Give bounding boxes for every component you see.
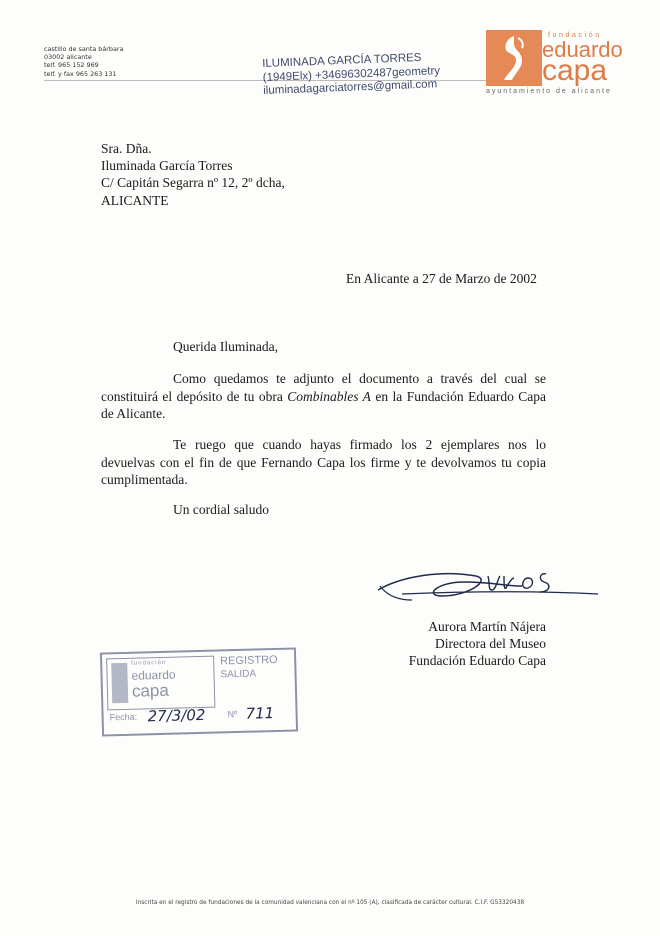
stamp-logo-text: eduardo (131, 667, 176, 683)
stamp-number-label: Nº (227, 709, 238, 720)
legal-footer: Inscrita en el registro de fundaciones de la comunidad valenciana con el nº 105 (A), clasificada de carácter cultural. C.I.F. G53320438 (135, 900, 525, 906)
stamp-number-value: 711 (245, 704, 275, 723)
recipient-line: Sra. Dña. (101, 141, 152, 156)
recipient-address (101, 140, 285, 209)
recipient-line: Iluminada García Torres (101, 158, 233, 174)
signer-org: Fundación Eduardo Capa (408, 653, 546, 668)
sender-line: castillo de santa bárbara (44, 45, 124, 53)
artwork-title: Combinables A (287, 388, 371, 404)
stamp-logo-mark (111, 663, 128, 703)
body-paragraph-2: Te ruego que cuando hayas firmado los 2 ejemplares nos lo devuelvas con el fin de que Fernando Capa los firme y te devolvamos tu copia cumplimentada. (101, 437, 546, 487)
contact-stamp-line: (1949Elx) +34696302487geometry (262, 64, 441, 84)
logo-name-line2: capa (542, 54, 608, 87)
stamp-logo-box (106, 656, 215, 711)
stamp-logo-text: fundación (131, 659, 167, 667)
sender-address (44, 45, 123, 78)
sender-line: 03002 alicante (44, 53, 92, 62)
p1-text-start: Como quedamos te adjunto el documento a través del cual se constituirá el depósito de tu obra (101, 371, 546, 404)
signer-title: Directora del Museo (435, 636, 546, 651)
registry-stamp (100, 647, 298, 736)
handwritten-signature (372, 562, 602, 608)
recipient-line: C/ Capitán Segarra nº 12, 2º dcha, (101, 175, 285, 191)
contact-stamp-line: iluminadagarciatorres@gmail.com (263, 78, 438, 97)
stamp-header: SALIDA (220, 668, 257, 681)
body-paragraph-1 (101, 370, 546, 423)
sender-line: telf. y fax 965 263 131 (44, 69, 117, 78)
signature-block (380, 618, 546, 669)
sender-line: telf. 965 152 969 (44, 61, 99, 70)
stamp-date-label: Fecha: (109, 711, 138, 723)
logo-figure-icon (486, 30, 542, 86)
logo-mark (486, 30, 542, 86)
p1-text-end: en la Fundación Eduardo Capa de Alicante. (101, 388, 546, 421)
logo-subtitle: ayuntamiento de alicante (486, 88, 612, 95)
salutation: Querida Iluminada, (173, 339, 278, 354)
letter-date: En Alicante a 27 de Marzo de 2002 (346, 271, 537, 286)
stamp-date-value: 27/3/02 (147, 705, 206, 726)
logo-small-text: fundación (548, 32, 602, 39)
contact-stamp-line: ILUMINADA GARCÍA TORRES (262, 51, 422, 70)
signer-name: Aurora Martín Nájera (428, 619, 546, 634)
stamp-header: REGISTRO (220, 653, 278, 668)
recipient-line: ALICANTE (101, 192, 169, 208)
stamp-logo-text: capa (131, 680, 170, 701)
contact-stamp (262, 51, 441, 98)
closing: Un cordial saludo (173, 502, 269, 517)
logo-name-line1: eduardo (542, 37, 623, 62)
